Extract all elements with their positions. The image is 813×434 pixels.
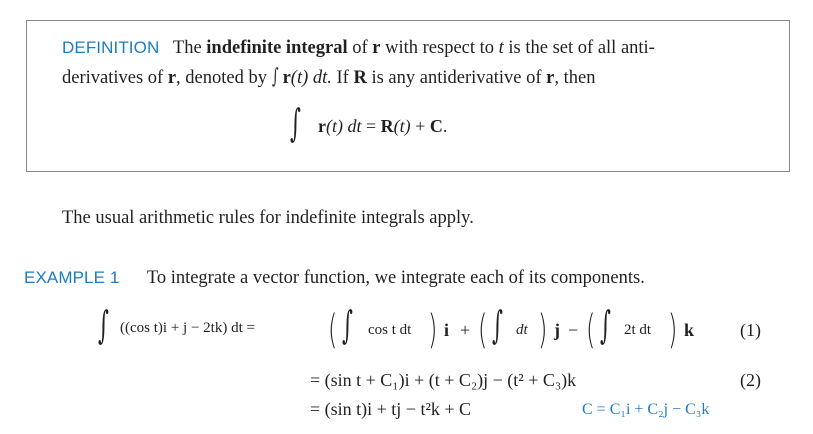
eq1-minus: −	[568, 320, 579, 340]
def-text-end: is the set of all anti-	[508, 38, 655, 58]
def-then: , then	[554, 68, 596, 88]
example-label: EXAMPLE 1	[24, 268, 120, 287]
def-R: R	[353, 68, 367, 88]
formula-period: .	[442, 116, 448, 136]
formula-r: r	[318, 116, 326, 136]
eq1-number: (1)	[740, 320, 761, 340]
eq1-paren-close-3: )	[668, 307, 678, 353]
body-paragraph: The usual arithmetic rules for indefinite integrals apply.	[62, 208, 474, 228]
eq1-paren-open-2: (	[478, 307, 488, 353]
definition-line-1	[62, 38, 655, 59]
example-line	[24, 268, 645, 289]
formula-Rt: (t)	[393, 116, 411, 136]
integral-sign-inline: ∫	[271, 64, 279, 88]
eq3-note: C = C₁i + C₂j − C₃k	[582, 401, 710, 418]
formula-plus: +	[415, 116, 426, 136]
equation-3: = (sin t)i + tj − t²k + C	[310, 399, 472, 419]
formula-eq: =	[366, 116, 377, 136]
eq1-plus: +	[460, 320, 471, 340]
eq1-paren-close-1: )	[428, 307, 438, 353]
formula-t-dt: (t) dt	[326, 116, 362, 136]
formula-R: R	[380, 116, 394, 136]
eq1-integral: ∫	[98, 303, 109, 347]
def-line2-mid: , denoted by	[176, 68, 267, 88]
def-text-of: of	[352, 38, 368, 58]
def-term: indefinite integral	[206, 38, 348, 58]
def-text-pre: The	[172, 38, 202, 58]
eq1-integral-1: ∫	[342, 303, 353, 347]
definition-label: DEFINITION	[62, 38, 160, 57]
integral-sign-large: ∫	[290, 101, 301, 145]
def-r-1: r	[372, 38, 381, 58]
eq1-integral-3: ∫	[600, 303, 611, 347]
equation-2: = (sin t + C₁)i + (t + C₂)j − (t² + C₃)k	[310, 370, 577, 390]
def-r-3: r	[546, 68, 555, 88]
example-intro: To integrate a vector function, we integrate each of its components.	[146, 268, 645, 288]
eq1-j: j	[554, 320, 560, 340]
formula-C: C	[429, 116, 443, 136]
def-line2-pre: derivatives of	[62, 68, 164, 88]
def-any: is any antiderivative of	[371, 68, 542, 88]
def-inline-r: r	[282, 68, 291, 88]
definition-line-2	[62, 64, 595, 89]
eq1-integral-2: ∫	[492, 303, 503, 347]
eq1-term-1: cos t dt	[368, 322, 412, 338]
eq1-term-3: 2t dt	[624, 322, 652, 338]
def-text-wrt: with respect to	[385, 38, 495, 58]
eq1-paren-open-1: (	[328, 307, 338, 353]
eq1-lhs: ((cos t)i + j − 2tk) dt =	[120, 320, 255, 336]
eq1-term-2: dt	[516, 322, 528, 338]
eq2-number: (2)	[740, 370, 761, 390]
eq1-paren-close-2: )	[538, 307, 548, 353]
eq1-i: i	[444, 320, 450, 340]
equation-1	[98, 304, 798, 352]
def-inline-rest: (t) dt.	[290, 68, 332, 88]
def-if: If	[336, 68, 349, 88]
def-r-2: r	[167, 68, 177, 88]
def-t: t	[498, 38, 504, 58]
eq1-paren-open-3: (	[586, 307, 596, 353]
eq1-k: k	[684, 320, 695, 340]
